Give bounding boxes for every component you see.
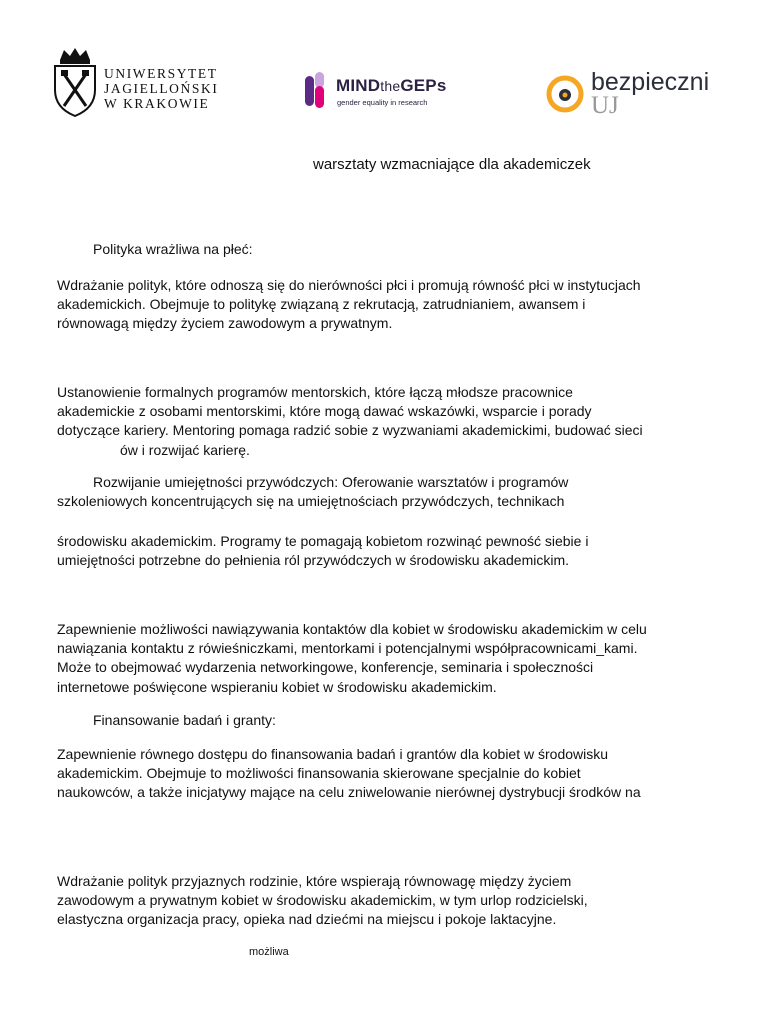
text-line: Wdrażanie polityk, które odnoszą się do nierówności płci i promują równość płci w instytucjach xyxy=(57,277,641,293)
text-line: akademickim. Obejmuje to możliwości finansowania skierowane specjalnie do kobiet xyxy=(57,765,581,782)
paragraph-funding xyxy=(57,745,717,803)
footer-text: możliwa xyxy=(249,946,289,958)
uj-line: UNIWERSYTET xyxy=(104,66,218,81)
uj-logo xyxy=(52,46,232,118)
text-line: Ustanowienie formalnych programów mentorskich, które łączą młodsze pracownice xyxy=(57,384,573,400)
mindthegeps-wordmark xyxy=(336,76,446,96)
paragraph-networking xyxy=(57,620,717,697)
text-line: Zapewnienie równego dostępu do finansowania badań i grantów dla kobiet w środowisku xyxy=(57,746,609,762)
text-line: umiejętności potrzebne do pełnienia ról przywódczych w środowisku akademickim. xyxy=(57,552,570,569)
text-line: akademickie z osobami mentorskimi, które mogą dawać wskazówki, wsparcie i porady xyxy=(57,403,592,420)
text-line: środowisku akademickim. Programy te pomagają kobietom rozwinąć pewność siebie i xyxy=(57,533,589,549)
bezpieczni-logo xyxy=(543,68,733,126)
bezpieczni-emblem-icon xyxy=(543,74,587,114)
paragraph-leadership-cont xyxy=(57,532,717,570)
text-line: Zapewnienie możliwości nawiązywania kontaktów dla kobiet w środowisku akademickim w celu xyxy=(57,621,647,637)
paragraph-family-policy xyxy=(57,872,717,930)
text-line: akademickich. Obejmuje to politykę związaną z rekrutacją, zatrudnianiem, awansem i xyxy=(57,296,586,313)
bezpieczni-wordmark: bezpieczni xyxy=(591,68,710,96)
text-line: zawodowym a prywatnym kobiet w środowisku akademickim, w tym urlop rodzicielski, xyxy=(57,892,588,909)
text-line: nawiązania kontaktu z rówieśniczkami, mentorkami i potencjalnymi współpracownicami_kami. xyxy=(57,640,638,657)
text-line: elastyczna organizacja pracy, opieka nad dziećmi na miejscu i pokoje laktacyjne. xyxy=(57,911,557,928)
document-title: warsztaty wzmacniające dla akademiczek xyxy=(313,156,591,173)
text-line: naukowców, a także inicjatywy mające na celu zniwelowanie nierównej dystrybucji środków na xyxy=(57,784,641,801)
bezpieczni-uj-suffix: UJ xyxy=(591,92,619,119)
paragraph-gender-policy xyxy=(57,276,717,334)
text-line: równowagą między życiem zawodowym a prywatnym. xyxy=(57,315,393,332)
mtg-the: the xyxy=(380,78,401,94)
uj-line: W KRAKOWIE xyxy=(104,96,210,111)
mtg-mind: MIND xyxy=(336,76,381,95)
text-line: Rozwijanie umiejętności przywódczych: Oferowanie warsztatów i programów xyxy=(93,474,569,490)
text-line: Wdrażanie polityk przyjaznych rodzinie, które wspierają równowagę między życiem xyxy=(57,873,572,889)
pill-icon xyxy=(302,70,334,112)
section-heading-funding: Finansowanie badań i granty: xyxy=(93,712,276,728)
uj-line: JAGIELLOŃSKI xyxy=(104,81,219,96)
text-line: internetowe poświęcone wspieraniu kobiet w środowisku akademickim. xyxy=(57,678,497,695)
mtg-geps: GEPs xyxy=(400,76,447,95)
mindthegeps-logo xyxy=(302,70,492,112)
text-line: Może to obejmować wydarzenia networkingowe, konferencje, seminaria i społeczności xyxy=(57,659,594,676)
text-line: ów i rozwijać karierę. xyxy=(120,441,250,458)
section-heading-gender-policy: Polityka wrażliwa na płeć: xyxy=(93,241,253,257)
paragraph-mentoring xyxy=(57,383,717,460)
uj-wordmark xyxy=(104,66,218,111)
uj-crest-icon xyxy=(52,46,98,118)
text-line: dotyczące kariery. Mentoring pomaga radzić sobie z wyzwaniami akademickimi, budować sieci xyxy=(57,422,643,439)
mindthegeps-tagline: gender equality in research xyxy=(337,98,428,107)
text-line: szkoleniowych koncentrujących się na umiejętnościach przywódczych, technikach xyxy=(57,493,565,510)
paragraph-leadership xyxy=(57,473,717,511)
